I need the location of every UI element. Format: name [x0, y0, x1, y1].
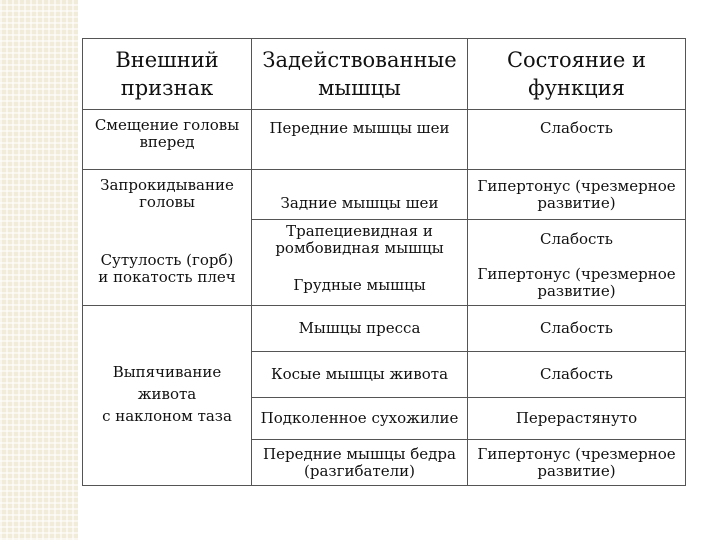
row3-state-b: Гипертонус (чрезмерное развитие) [477, 265, 676, 300]
row2-sign: Запрокидывание головы [100, 176, 234, 211]
row2-state: Гипертонус (чрезмерное развитие) [477, 176, 676, 212]
row3-state-a: Слабость [540, 229, 613, 248]
decorative-side-stripe [0, 0, 78, 540]
row4-state-c: Перерастянуто [515, 409, 638, 427]
row3-sign: Сутулость (горб) и покатость плеч [98, 251, 236, 286]
header-state-function: Состояние и функция [506, 48, 647, 100]
row4-muscles-a: Мышцы пресса [298, 319, 421, 337]
row2-muscles: Задние мышцы шеи [280, 194, 439, 212]
row1-sign: Смещение головы вперед [94, 116, 240, 151]
row4-muscles-c: Подколенное сухожилие [260, 409, 459, 427]
row4-sign: Выпячивание живота с наклоном таза [102, 363, 232, 425]
row4-state-b: Слабость [540, 365, 613, 383]
row3-muscles-a: Трапециевидная и ромбовидная мышцы [275, 222, 444, 257]
row4-state-d: Гипертонус (чрезмерное развитие) [477, 444, 676, 480]
header-involved-muscles: Задействованные мышцы [262, 48, 457, 100]
posture-table [82, 38, 686, 486]
row3-muscles-b: Грудные мышцы [293, 275, 426, 294]
row1-state: Слабость [540, 118, 613, 137]
row4-muscles-b: Косые мышцы живота [270, 365, 449, 383]
header-external-sign: Внешний признак [115, 48, 219, 100]
row1-muscles: Передние мышцы шеи [269, 118, 450, 137]
row4-muscles-d: Передние мышцы бедра (разгибатели) [263, 444, 456, 480]
row4-state-a: Слабость [540, 319, 613, 337]
